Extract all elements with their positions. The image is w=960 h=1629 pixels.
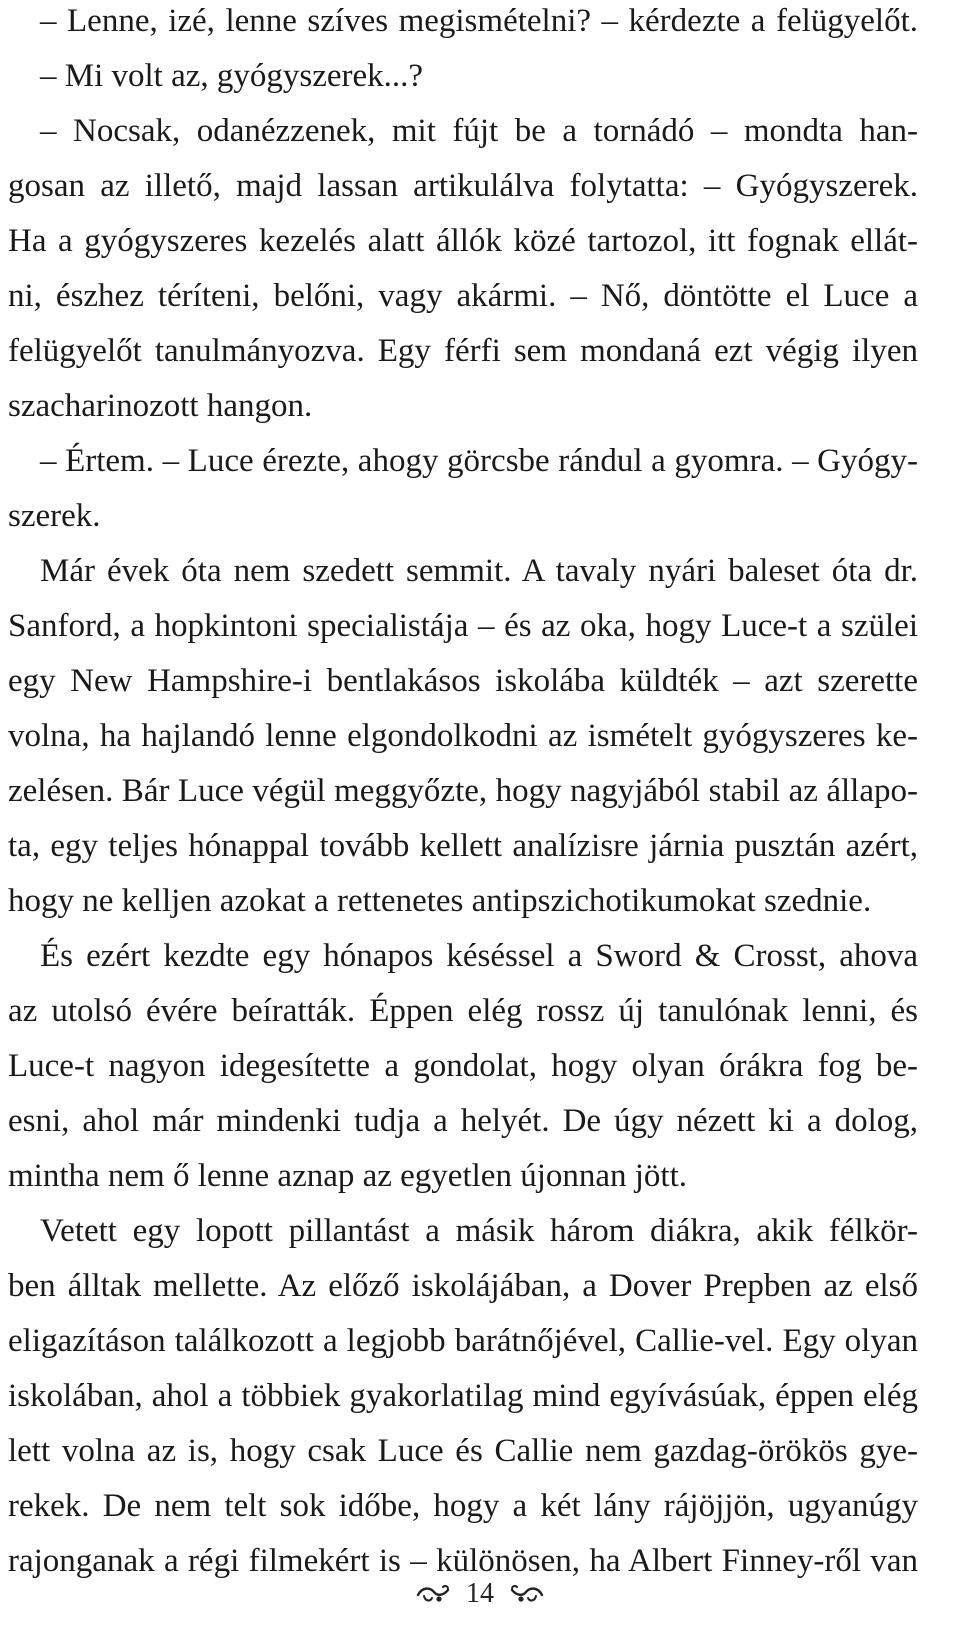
text-line: szacharinozott hangon. [8, 388, 313, 424]
page-number: 14 [466, 1578, 494, 1609]
text-line: rekek. De nem telt sok időbe, hogy a két lány rájöjjön, ugyanúgy [8, 1488, 918, 1524]
text-line: Már évek óta nem szedett semmit. A tavaly nyári baleset óta dr. [40, 553, 918, 589]
text-line: az utolsó évére beíratták. Éppen elég rossz új tanulónak lenni, és [8, 993, 918, 1029]
text-line: egy New Hampshire-i bentlakásos iskolába küldték – azt szerette [8, 663, 918, 699]
text-line: iskolában, ahol a többiek gyakorlatilag mind egyívásúak, éppen elég [8, 1378, 918, 1414]
text-line: hogy ne kelljen azokat a rettenetes antipszichotikumokat szednie. [8, 883, 872, 919]
text-line: felügyelőt tanulmányozva. Egy férfi sem mondaná ezt végig ilyen [8, 333, 918, 369]
text-line: volna, ha hajlandó lenne elgondolkodni az ismételt gyógyszeres ke- [8, 718, 918, 754]
text-line: szerek. [8, 498, 101, 534]
text-line: zelésen. Bár Luce végül meggyőzte, hogy nagyjából stabil az állapo- [8, 773, 918, 809]
text-line: – Értem. – Luce érezte, ahogy görcsbe rándul a gyomra. – Gyógy- [40, 443, 918, 479]
page-footer [0, 1572, 960, 1616]
fleuron-left-icon [416, 1583, 450, 1605]
text-line: Vetett egy lopott pillantást a másik három diákra, akik félkör- [40, 1213, 918, 1249]
text-line: És ezért kezdte egy hónapos késéssel a Sword & Crosst, ahova [40, 938, 918, 974]
text-line: Ha a gyógyszeres kezelés alatt állók közé tartozol, itt fognak ellát- [8, 223, 918, 259]
fleuron-right-icon [510, 1583, 544, 1605]
text-line: eligazításon találkozott a legjobb barátnőjével, Callie-vel. Egy olyan [8, 1323, 918, 1359]
text-line: lett volna az is, hogy csak Luce és Callie nem gazdag-örökös gye- [8, 1433, 918, 1469]
text-line: ni, észhez téríteni, belőni, vagy akármi. – Nő, döntötte el Luce a [8, 278, 918, 314]
text-line: – Mi volt az, gyógyszerek...? [40, 58, 424, 94]
text-line: gosan az illető, majd lassan artikulálva folytatta: – Gyógyszerek. [8, 168, 918, 204]
text-line: ben álltak mellette. Az előző iskolájában, a Dover Prepben az első [8, 1268, 918, 1304]
text-line: – Lenne, izé, lenne szíves megismételni? – kérdezte a felügyelőt. [40, 3, 918, 39]
text-line: rajonganak a régi filmekért is – különösen, ha Albert Finney-ről van [8, 1543, 918, 1579]
text-line: – Nocsak, odanézzenek, mit fújt be a tornádó – mondta han- [40, 113, 918, 149]
text-line: ta, egy teljes hónappal tovább kellett analízisre járnia pusztán azért, [8, 828, 918, 864]
text-line: mintha nem ő lenne aznap az egyetlen újonnan jött. [8, 1158, 688, 1194]
text-line: Luce-t nagyon idegesítette a gondolat, hogy olyan órákra fog be- [8, 1048, 918, 1084]
book-text-page [8, 0, 918, 1589]
text-line: esni, ahol már mindenki tudja a helyét. De úgy nézett ki a dolog, [8, 1103, 918, 1139]
text-line: Sanford, a hopkintoni specialistája – és az oka, hogy Luce-t a szülei [8, 608, 918, 644]
